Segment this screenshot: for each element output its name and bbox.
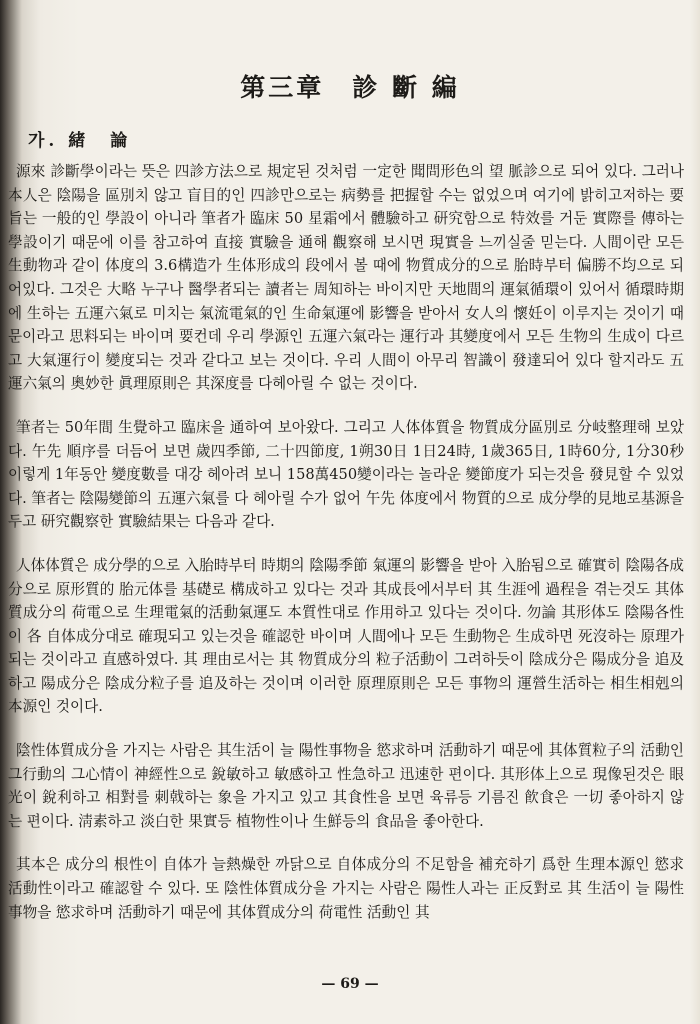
paragraph-3: 人体体質은 成分學的으로 入胎時부터 時期의 陰陽季節 氣運의 影響을 받아 入胎됨으로 確實히 陰陽各成分으로 原形質的 胎元体를 基礎로 構成하고 있다는 것과 其成長에서부터 其 生涯에 過程을 겪는것도 其体質成分의 荷電으로 生理電氣的活動氣運도 本質性대로 作用하고 있다는 것이다. 勿論 其形体도 陰陽各性이 各 自体成分대로 確現되고 있는것을 確認한 바이며 人間에나 모든 生動物은 生成하면 死沒하는 原理가 되는 것이라고 直感하였다. 其 理由로서는 其 物質成分의 粒子活動이 그려하듯이 陰成分은 陽成分을 追及하고 陽成分은 陰成分粒子를 追及하는 것이며 이러한 原理原則은 모든 事物의 運營生活하는 相生相剋의 本源인 것이다.: [8, 556, 684, 716]
body-text: [8, 160, 684, 944]
paragraph-4: 陰性体質成分을 가지는 사람은 其生活이 늘 陽性事物을 慾求하며 活動하기 때문에 其体質粒子의 活動인 그行動의 그心情이 神經性으로 銳敏하고 敏感하고 性急하고 迅速한 편이다. 其形体上으로 現像된것은 眼光이 銳利하고 相對를 刺戟하는 象을 가지고 있고 其食性을 보면 육류등 기름진 飮食은 一切 좋아하지 않는 편이다. 淸素하고 淡白한 果實등 植物性이나 生鮮등의 食品을 좋아한다.: [8, 742, 684, 830]
paragraph-2: 筆者는 50年間 生覺하고 臨床을 通하여 보아왔다. 그리고 人体体質을 物質成分區別로 分岐整理해 보았다. 午先 順序를 더듬어 보면 歲四季節, 二十四節度, 1朔30日 1日24時, 1歲365日, 1時60分, 1分30秒 이렇게 1年동안 變度數를 대강 헤아려 보니 158萬450變이라는 놀라운 變節度가 되는것을 發見할 수 있었다. 筆者는 陰陽變節의 五運六氣를 다 헤아릴 수가 없어 午先 体度에서 物質的으로 成分學的見地로基源을 두고 研究觀察한 實驗結果는 다음과 같다.: [8, 418, 684, 531]
paragraph-5: 其本은 成分의 根性이 自体가 늘熱燥한 까닭으로 自体成分의 不足함을 補充하기 爲한 生理本源인 慾求活動性이라고 確認할 수 있다. 또 陰性体質成分을 가지는 사람은 陽性人과는 正反對로 其 生活이 늘 陽性事物을 慾求하며 活動하기 때문에 其体質成分의 荷電性 活動인 其: [8, 856, 684, 921]
page-number: — 69 —: [321, 976, 379, 992]
chapter-title: 第三章 診 斷 編: [240, 73, 460, 102]
paragraph-1: 源來 診斷學이라는 뜻은 四診方法으로 規定된 것처럼 一定한 聞問形色의 望 脈診으로 되어 있다. 그러나 本人은 陰陽을 區別치 않고 盲目的인 四診만으로는 病勢를 把握할 수는 없었으며 여기에 밝히고저하는 要旨는 一般的인 學設이 아니라 筆者가 臨床 50 星霜에서 體驗하고 研究함으로 特效를 거둔 實際를 傳하는 學設이기 때문에 이를 참고하여 直接 實驗을 通해 觀察해 보시면 現實을 느끼실줄 믿는다. 人間이란 모든 生動物과 같이 体度의 3.6構造가 生体形成의 段에서 볼 때에 物質成分的으로 胎時부터 偏勝不均으로 되어있다. 그것은 大略 누구나 醫學者되는 讀者는 周知하는 바이지만 天地間의 運氣循環이 있어서 循環時期에 生하는 五運六氣로 미치는 氣流電氣的인 生命氣運에 影響을 받아서 女人의 懷妊이 이루지는 것이기 때문이라고 思料되는 바이며 要컨데 우리 學源인 五運六氣라는 運行과 其變度에서 모든 生物의 生成이 다르고 大氣運行이 變度되는 것과 같다고 보는 것이다. 우리 人間이 아무리 智識이 發達되어 있다 할지라도 五運六氣의 奧妙한 眞理原則은 其深度를 다헤아릴 수 없는 것이다.: [8, 163, 684, 393]
section-heading: 가. 緒 論: [28, 131, 132, 151]
